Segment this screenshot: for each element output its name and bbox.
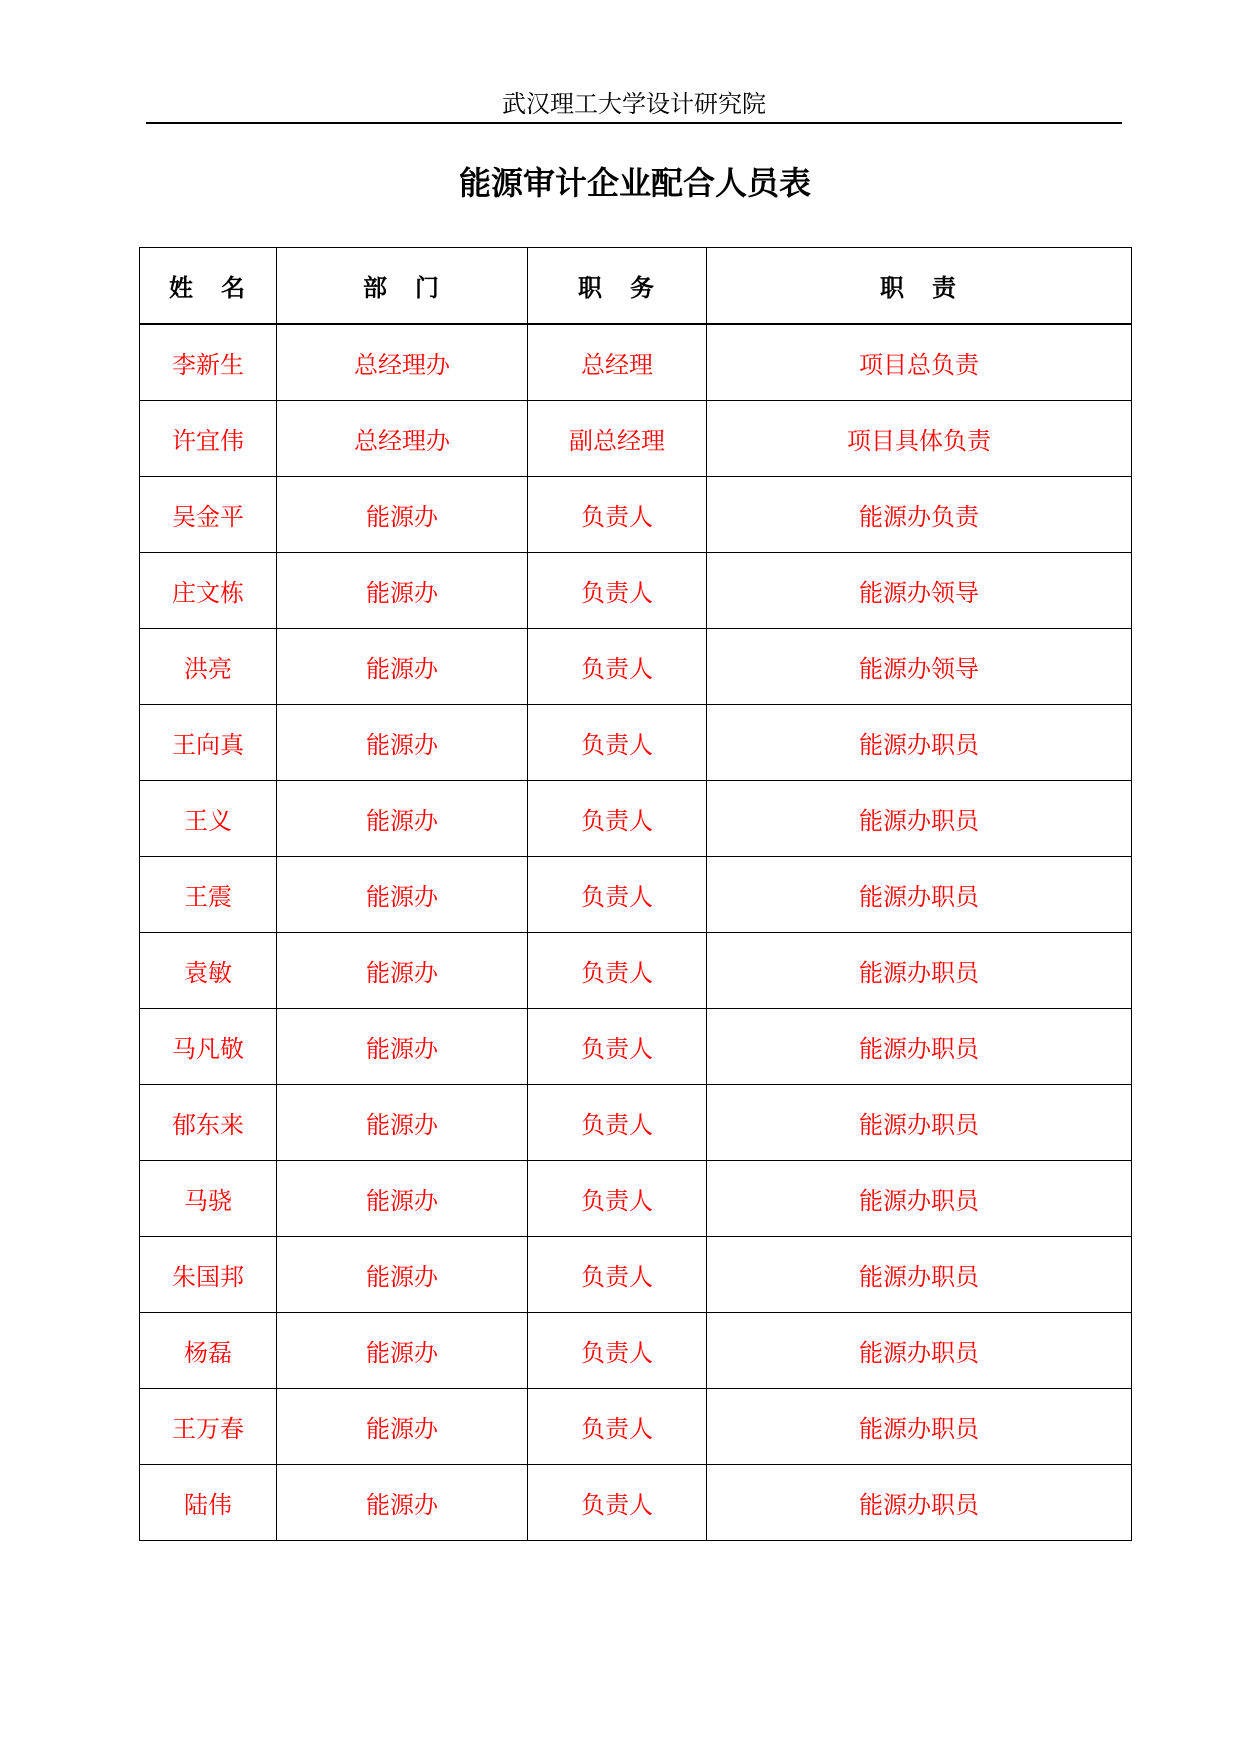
- table-row: [140, 781, 1132, 857]
- cell-duty: 能源办职员: [707, 781, 1132, 857]
- table-header-row: [140, 248, 1132, 325]
- cell-name: 马凡敬: [140, 1009, 277, 1085]
- table-row: [140, 1389, 1132, 1465]
- cell-position: 负责人: [528, 857, 707, 933]
- cell-position: 负责人: [528, 629, 707, 705]
- cell-duty: 能源办负责: [707, 477, 1132, 553]
- cell-duty: 项目总负责: [707, 324, 1132, 401]
- cell-position: 负责人: [528, 705, 707, 781]
- cell-position: 负责人: [528, 781, 707, 857]
- cell-duty: 能源办职员: [707, 857, 1132, 933]
- cell-duty: 能源办职员: [707, 705, 1132, 781]
- cell-position: 副总经理: [528, 401, 707, 477]
- cell-name: 马骁: [140, 1161, 277, 1237]
- column-header-position: 职 务: [528, 248, 707, 325]
- column-header-name: 姓 名: [140, 248, 277, 325]
- cell-duty: 能源办领导: [707, 629, 1132, 705]
- cell-department: 能源办: [277, 1009, 528, 1085]
- cell-duty: 能源办职员: [707, 1465, 1132, 1541]
- cell-duty: 项目具体负责: [707, 401, 1132, 477]
- cell-position: 负责人: [528, 933, 707, 1009]
- table-row: [140, 1465, 1132, 1541]
- cell-duty: 能源办领导: [707, 553, 1132, 629]
- cell-name: 王义: [140, 781, 277, 857]
- cell-department: 能源办: [277, 1313, 528, 1389]
- cell-duty: 能源办职员: [707, 933, 1132, 1009]
- cell-name: 许宜伟: [140, 401, 277, 477]
- cell-name: 朱国邦: [140, 1237, 277, 1313]
- column-header-department: 部 门: [277, 248, 528, 325]
- cell-position: 负责人: [528, 1161, 707, 1237]
- cell-name: 洪亮: [140, 629, 277, 705]
- table-row: [140, 705, 1132, 781]
- cell-name: 杨磊: [140, 1313, 277, 1389]
- cell-department: 能源办: [277, 781, 528, 857]
- table-row: [140, 1085, 1132, 1161]
- cell-department: 能源办: [277, 629, 528, 705]
- staff-table: [139, 247, 1132, 1541]
- table-row: [140, 1313, 1132, 1389]
- cell-duty: 能源办职员: [707, 1085, 1132, 1161]
- cell-position: 负责人: [528, 1009, 707, 1085]
- page-header-org-name: 武汉理工大学设计研究院: [502, 90, 766, 118]
- table-row: [140, 553, 1132, 629]
- document-title: 能源审计企业配合人员表: [458, 164, 811, 202]
- table-body: [140, 324, 1132, 1541]
- cell-name: 袁敏: [140, 933, 277, 1009]
- cell-position: 负责人: [528, 1389, 707, 1465]
- cell-name: 王向真: [140, 705, 277, 781]
- column-header-duty: 职 责: [707, 248, 1132, 325]
- cell-name: 庄文栋: [140, 553, 277, 629]
- cell-name: 陆伟: [140, 1465, 277, 1541]
- cell-name: 郁东来: [140, 1085, 277, 1161]
- cell-name: 王震: [140, 857, 277, 933]
- cell-department: 能源办: [277, 705, 528, 781]
- cell-name: 李新生: [140, 324, 277, 401]
- table-row: [140, 857, 1132, 933]
- cell-duty: 能源办职员: [707, 1009, 1132, 1085]
- cell-department: 总经理办: [277, 324, 528, 401]
- cell-duty: 能源办职员: [707, 1389, 1132, 1465]
- cell-department: 能源办: [277, 1161, 528, 1237]
- header-rule: [146, 122, 1122, 124]
- cell-department: 能源办: [277, 553, 528, 629]
- cell-position: 负责人: [528, 477, 707, 553]
- table-row: [140, 477, 1132, 553]
- cell-department: 能源办: [277, 933, 528, 1009]
- cell-duty: 能源办职员: [707, 1161, 1132, 1237]
- table-row: [140, 1237, 1132, 1313]
- cell-position: 负责人: [528, 1465, 707, 1541]
- table-row: [140, 629, 1132, 705]
- table-row: [140, 324, 1132, 401]
- cell-department: 能源办: [277, 1389, 528, 1465]
- cell-position: 负责人: [528, 553, 707, 629]
- table-row: [140, 933, 1132, 1009]
- cell-department: 能源办: [277, 1085, 528, 1161]
- cell-name: 吴金平: [140, 477, 277, 553]
- cell-position: 负责人: [528, 1313, 707, 1389]
- cell-department: 能源办: [277, 1465, 528, 1541]
- table-row: [140, 1009, 1132, 1085]
- cell-position: 负责人: [528, 1085, 707, 1161]
- table-row: [140, 401, 1132, 477]
- cell-department: 能源办: [277, 857, 528, 933]
- cell-position: 负责人: [528, 1237, 707, 1313]
- cell-duty: 能源办职员: [707, 1313, 1132, 1389]
- cell-duty: 能源办职员: [707, 1237, 1132, 1313]
- cell-department: 能源办: [277, 1237, 528, 1313]
- table-row: [140, 1161, 1132, 1237]
- cell-department: 能源办: [277, 477, 528, 553]
- cell-name: 王万春: [140, 1389, 277, 1465]
- cell-position: 总经理: [528, 324, 707, 401]
- cell-department: 总经理办: [277, 401, 528, 477]
